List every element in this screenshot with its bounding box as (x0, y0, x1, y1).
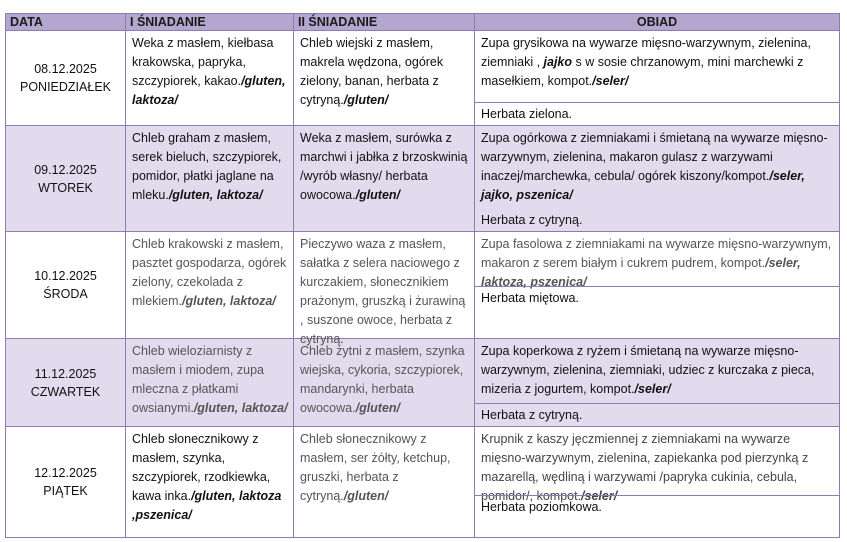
lunch-text: Zupa grysikowa na wywarze mięsno-warzywnym, zielenina, ziemniaki , jajko s w sosie chrzanowym, mini marchewki z masełkiem, kompot./seler/ (481, 36, 811, 88)
table-row (6, 427, 840, 538)
date-cell (6, 126, 126, 232)
breakfast-1-text: Chleb graham z masłem, serek bieluch, szczypiorek, pomidor, płatki jaglane na mleku. (132, 131, 282, 202)
drink-text: Herbata z cytryną. (481, 213, 583, 227)
weekday: WTOREK (38, 180, 93, 195)
breakfast-1-text: Weka z masłem, kiełbasa krakowska, papryka, szczypiorek, kakao. (132, 36, 274, 88)
header-breakfast-1: I ŚNIADANIE (126, 14, 294, 31)
allergens: /gluten, laktoza/ (132, 74, 286, 107)
header-breakfast-2: II ŚNIADANIE (294, 14, 475, 31)
allergens: /gluten, laktoza ,pszenica/ (132, 489, 282, 522)
date-cell (6, 427, 126, 538)
allergens: /gluten/ (355, 188, 401, 202)
table-row (6, 339, 840, 427)
allergens: /seler, laktoza, pszenica/ (481, 256, 801, 289)
menu-table (5, 13, 840, 538)
allergens: /seler/ (581, 489, 618, 503)
drink-text: Herbata poziomkowa. (475, 495, 839, 518)
breakfast-2-text: Chleb słonecznikowy z masłem, ser żółty, ketchup, gruszki, herbata z cytryną. (300, 432, 451, 503)
breakfast-1-cell (126, 31, 294, 126)
date: 12.12.2025 (34, 466, 97, 480)
breakfast-2-text: Weka z masłem, surówka z marchwi i jabłka z brzoskwinią /wyrób własny/ herbata owocowa. (300, 131, 468, 202)
lunch-cell (475, 339, 840, 427)
allergens: /gluten, laktoza/ (168, 188, 263, 202)
breakfast-1-cell (126, 232, 294, 339)
lunch-text: Zupa koperkowa z ryżem i śmietaną na wywarze mięsno-warzywnym, zielenina, ziemniaki, udziec z kurczaka z pieca, mizeria z jogurtem, kompot./seler/ (481, 344, 815, 396)
allergens: /seler/ (634, 382, 671, 396)
breakfast-1-cell (126, 339, 294, 427)
table-row (6, 31, 840, 126)
allergens: /gluten/ (355, 401, 401, 415)
breakfast-2-text: Pieczywo waza z masłem, sałatka z selera naciowego z kurczakiem, słonecznikiem prażonym, gruszką i żurawiną , suszone owoce, herbata z cytryną. (300, 237, 466, 346)
date: 10.12.2025 (34, 269, 97, 283)
drink-text: Herbata z cytryną. (475, 403, 839, 426)
date: 11.12.2025 (34, 366, 97, 381)
allergens: /gluten, laktoza/ (182, 294, 276, 308)
date-cell (6, 232, 126, 339)
breakfast-2-text: Chleb wiejski z masłem, makrela wędzona, ogórek zielony, banan, herbata z cytryną. (300, 36, 444, 107)
weekday: PONIEDZIAŁEK (20, 80, 111, 94)
date-cell (6, 339, 126, 427)
breakfast-1-text: Chleb wieloziarnisty z masłem i miodem, zupa mleczna z płatkami owsianymi. (132, 344, 264, 415)
allergens: /gluten, laktoza/ (193, 401, 288, 415)
weekday: CZWARTEK (30, 384, 101, 399)
allergens: /seler/ (592, 74, 629, 88)
allergens: /seler, jajko, pszenica/ (481, 169, 805, 202)
header-row (6, 14, 840, 31)
lunch-text: Zupa fasolowa z ziemniakami na wywarze mięsno-warzywnym, makaron z serem białym i cukrem pudrem, kompot./seler, laktoza, pszenica/ (481, 237, 832, 289)
lunch-cell (475, 31, 840, 126)
table-row (6, 232, 840, 346)
breakfast-1-text: Chleb słonecznikowy z masłem, szynka, szczypiorek, rzodkiewka, kawa inka. (132, 432, 271, 503)
breakfast-1-cell (126, 126, 294, 232)
breakfast-2-cell (294, 232, 475, 346)
breakfast-1-cell (126, 427, 294, 538)
breakfast-1-text: Chleb krakowski z masłem, pasztet gospodarza, ogórek zielony, czekolada z mlekiem. (132, 237, 287, 308)
header-date: DATA (6, 14, 126, 31)
breakfast-2-text: Chleb żytni z masłem, szynka wiejska, cykoria, szczypiorek, mandarynki, herbata owocowa. (300, 344, 465, 415)
weekday: ŚRODA (43, 287, 88, 301)
breakfast-2-cell (294, 126, 475, 232)
table-row (6, 126, 840, 232)
allergens: jajko (543, 55, 573, 69)
date: 08.12.2025 (34, 62, 97, 76)
allergens: /gluten/ (343, 489, 389, 503)
header-lunch: OBIAD (475, 14, 840, 31)
breakfast-2-cell (294, 427, 475, 538)
lunch-cell (475, 126, 840, 232)
date-cell (6, 31, 126, 126)
lunch-cell (475, 427, 840, 538)
date: 09.12.2025 (34, 162, 97, 177)
breakfast-2-cell (294, 31, 475, 126)
lunch-text: Zupa ogórkowa z ziemniakami i śmietaną na wywarze mięsno- warzywnym, zielenina, makaron gulasz z warzywami inaczej/marchewka, cebula/ ogórek kiszony/kompot./seler, jajko, pszenica/ (481, 131, 828, 202)
allergens: /gluten/ (343, 93, 389, 107)
drink-text: Herbata zielona. (475, 102, 839, 125)
lunch-cell (475, 232, 840, 339)
lunch-text: Krupnik z kaszy jęczmiennej z ziemniakami na wywarze mięsno-warzywnym, zielenina, zapiekanka pod pierzynką z mazarellą, wędliną i warzywami /papryka cukinia, cebula, pomidor/, kompot./seler/ (481, 432, 809, 503)
breakfast-2-cell (294, 339, 475, 427)
drink-text: Herbata miętowa. (475, 286, 839, 309)
weekday: PIĄTEK (43, 484, 88, 498)
